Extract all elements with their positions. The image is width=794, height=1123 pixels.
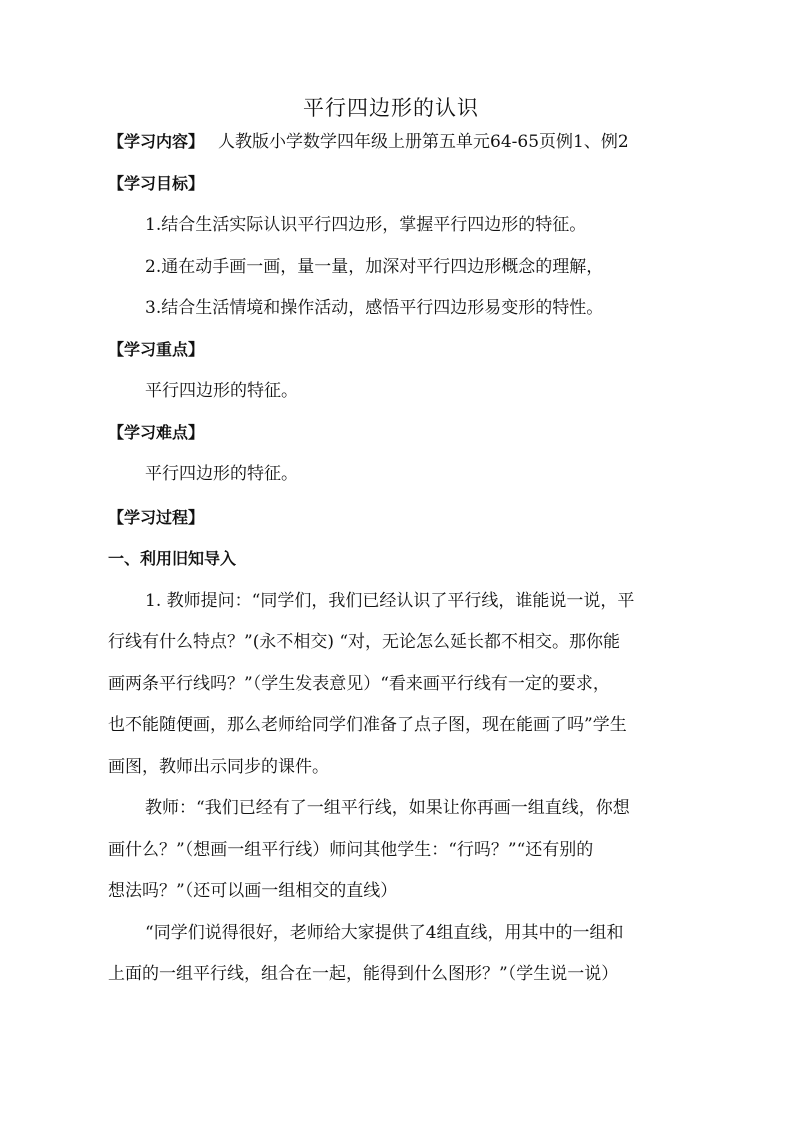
process-heading: 【学习过程】	[108, 508, 205, 527]
paragraph-line: 画两条平行线吗？”（学生发表意见）“看来画平行线有一定的要求，	[108, 674, 610, 694]
objective-item: 2.通在动手画一画，量一量，加深对平行四边形概念的理解，	[145, 257, 604, 277]
paragraph-line: 上面的一组平行线，组合在一起，能得到什么图形？”（学生说一说）	[108, 964, 619, 984]
objectives-heading: 【学习目标】	[108, 174, 205, 193]
paragraph-line: 1. 教师提问：“同学们，我们已经认识了平行线，谁能说一说，平	[145, 591, 635, 611]
difficulty-text: 平行四边形的特征。	[145, 464, 298, 484]
section-heading: 一、利用旧知导入	[108, 549, 237, 568]
learning-content-line	[108, 131, 629, 153]
key-point-heading: 【学习重点】	[108, 340, 205, 359]
objective-item: 1.结合生活实际认识平行四边形，掌握平行四边形的特征。	[145, 215, 587, 235]
paragraph-line: 想法吗？”（还可以画一组相交的直线）	[108, 881, 398, 901]
learning-content-text: 人教版小学数学四年级上册第五单元64-65页例1、例2	[218, 132, 629, 152]
paragraph-line: 教师：“我们已经有了一组平行线，如果让你再画一组直线，你想	[145, 798, 630, 818]
paragraph-line: 也不能随便画，那么老师给同学们准备了点子图，现在能画了吗”学生	[108, 715, 627, 735]
paragraph-line: 画图，教师出示同步的课件。	[108, 757, 329, 777]
paragraph-line: “同学们说得很好，老师给大家提供了4组直线，用其中的一组和	[145, 923, 624, 943]
difficulty-heading: 【学习难点】	[108, 423, 205, 442]
document-title: 平行四边形的认识	[303, 96, 479, 120]
objective-item: 3.结合生活情境和操作活动，感悟平行四边形易变形的特性。	[145, 298, 604, 318]
learning-content-label: 【学习内容】	[108, 132, 205, 151]
paragraph-line: 行线有什么特点？”(永不相交) “对，无论怎么延长都不相交。那你能	[108, 632, 621, 652]
key-point-text: 平行四边形的特征。	[145, 381, 298, 401]
paragraph-line: 画什么？”（想画一组平行线）师问其他学生：“行吗？”“还有别的	[108, 840, 594, 860]
